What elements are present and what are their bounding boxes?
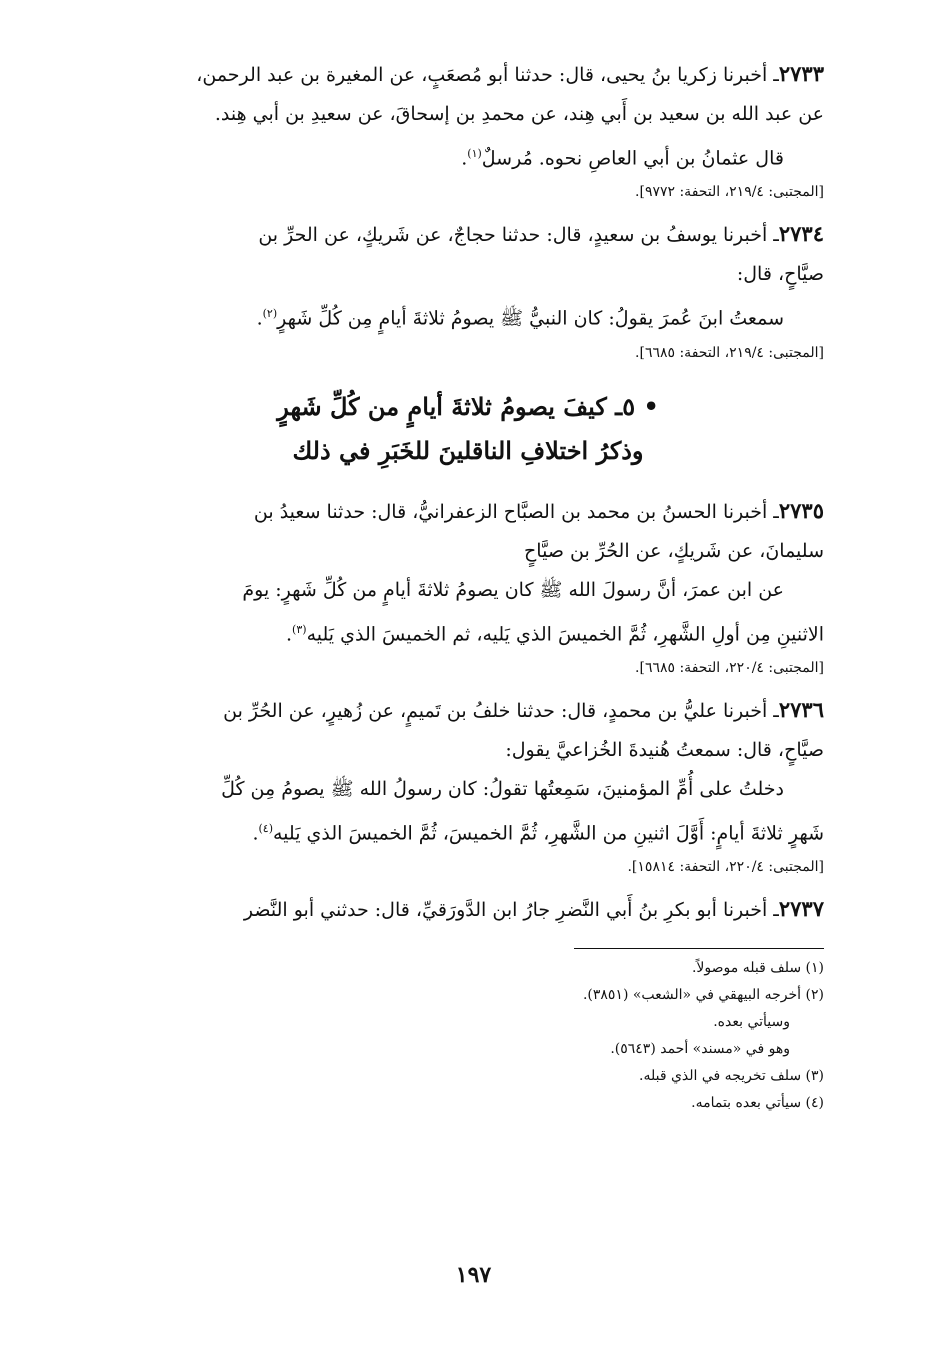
page-number: ١٩٧ [455,1262,492,1288]
hadith-2735 [112,491,824,680]
footnote-separator [574,948,824,949]
hadith-text: الاثنينِ مِن أولِ الشَّهرِ، ثُمَّ الخميسَ الذي يَليه، ثم الخميسَ الذي يَليه [306,622,824,645]
hadith-text: ـ أخبرنا زكريا بنُ يحيى، قال: حدثنا أبو مُصعَبٍ، عن المغيرة بن عبد الرحمن، [196,64,779,86]
footnote-2-continuation: وهو في «مسند» أحمد (٥٦٤٣). [610,1041,790,1058]
hadith-text: شَهرٍ ثلاثةَ أيامٍ: أَوَّلَ اثنينِ من الشَّهرِ، ثُمَّ الخميسَ، ثُمَّ الخميسَ الذي يَليه [273,822,824,845]
hadith-line: صيَّاحٍ، قال: سمعتُ هُنيدةَ الخُزاعيَّ يقول: [505,738,824,761]
hadith-2733 [112,54,824,204]
hadith-number: ٢٧٣٣ [778,61,824,86]
hadith-line [112,690,824,731]
hadith-text: ـ أخبرنا عليُّ بن محمدٍ، قال: حدثنا خلفُ بن تَميمٍ، عن زُهيرٍ، عن الحُرِّ بن [223,699,779,722]
hadith-text: ـ أخبرنا أبو بكرِ بنُ أَبي النَّضرِ جارُ ابن الدَّورَقيِّ، قال: حدثني أبو النَّضر [243,899,779,922]
footnote-mark: (٢) [262,307,278,321]
hadith-reference: [المجتبى: ٢١٩/٤، التحفة: ٦٦٨٥]. [635,344,824,361]
hadith-line [112,889,824,930]
chapter-number: ٥ [622,391,636,421]
hadith-text: سمعتُ ابنَ عُمرَ يقولُ: كان النبيُّ ﷺ يصومُ ثلاثةَ أيامٍ مِن كُلِّ شَهرٍ [277,307,784,330]
hadith-number: ٢٧٣٦ [778,696,824,722]
chapter-heading [112,385,824,473]
hadith-line: قال عثمانُ بن أبي العاصِ نحوه. مُرسلٌ$^{(١)}$. [461,147,784,170]
hadith-reference: [المجتبى: ٢٢٠/٤، التحفة: ٦٦٨٥]. [635,659,824,676]
chapter-bullet: • [643,391,659,421]
footnote-4: (٤) سيأتي بعده بتمامه. [691,1095,824,1112]
chapter-subtitle: وذكرُ اختلافِ الناقلينَ للخَبَرِ في ذلك [292,435,644,465]
footnotes [112,955,824,1117]
footnote-2-continuation: وسيأتي بعده. [713,1014,790,1031]
hadith-line: عن ابن عمرَ، أنَّ رسولَ الله ﷺ كان يصومُ ثلاثةَ أيامٍ من كُلِّ شَهرٍ: يومَ [242,578,784,601]
hadith-line: دخلتُ على أُمِّ المؤمنينَ، سَمِعتُها تقولُ: كان رسولُ الله ﷺ يصومُ مِن كُلِّ [221,777,784,800]
hadith-line: سليمانَ، عن شَريكٍ، عن الحُرِّ بن صيَّاحٍ [524,539,824,562]
footnote-1: (١) سلف قبله موصولاً. [691,960,824,977]
hadith-line: الاثنينِ مِن أولِ الشَّهرِ، ثُمَّ الخميسَ الذي يَليه، ثم الخميسَ الذي يَليه$^{(٣)}$. [286,622,824,645]
hadith-line: صيَّاحٍ، قال: [736,263,824,286]
hadith-text: ـ أخبرنا الحسنُ بن محمد بن الصبَّاح الزعفرانيُّ، قال: حدثنا سعيدُ بن [253,500,779,523]
page-body [112,54,824,1117]
hadith-line: عن عبد الله بن سعيد بن أَبي هِند، عن محمدِ بن إسحاقَ، عن سعيدِ بن أبي هِند. [214,103,824,125]
hadith-number: ٢٧٣٥ [778,497,824,523]
hadith-2734 [112,214,824,364]
hadith-line [112,214,824,255]
footnote-mark: (٤) [258,821,273,835]
hadith-line [112,491,824,532]
footnote-3: (٣) سلف تخريجه في الذي قبله. [639,1068,824,1085]
chapter-title: ـ كيفَ يصومُ ثلاثةَ أيامٍ من كُلِّ شَهرٍ [277,391,623,421]
hadith-2736 [112,690,824,879]
hadith-line [112,54,824,95]
hadith-line: شَهرٍ ثلاثةَ أيامٍ: أَوَّلَ اثنينِ من الشَّهرِ، ثُمَّ الخميسَ، ثُمَّ الخميسَ الذي يَليه$^{(٤)}$. [252,821,824,845]
hadith-text: قال عثمانُ بن أبي العاصِ نحوه. مُرسلٌ [481,147,784,170]
footnote-2: (٢) أخرجه البيهقي في «الشعب» (٣٨٥١). [582,987,824,1004]
hadith-2737 [112,889,824,930]
hadith-line: سمعتُ ابنَ عُمرَ يقولُ: كان النبيُّ ﷺ يصومُ ثلاثةَ أيامٍ مِن كُلِّ شَهرٍ$^{(٢)}$. [256,307,784,330]
hadith-reference: [المجتبى: ٢١٩/٤، التحفة: ٩٧٧٢]. [635,184,824,201]
hadith-text: ـ أخبرنا يوسفُ بن سعيدٍ، قال: حدثنا حجاجٌ، عن شَريكٍ، عن الحرِّ بن [258,224,779,247]
hadith-reference: [المجتبى: ٢٢٠/٤، التحفة: ١٥٨١٤]. [627,859,824,876]
hadith-number: ٢٧٣٤ [778,221,824,247]
footnote-mark: (١) [467,147,482,160]
hadith-number: ٢٧٣٧ [778,896,824,922]
footnote-mark: (٣) [292,622,307,636]
chapter-title-line [112,385,824,429]
